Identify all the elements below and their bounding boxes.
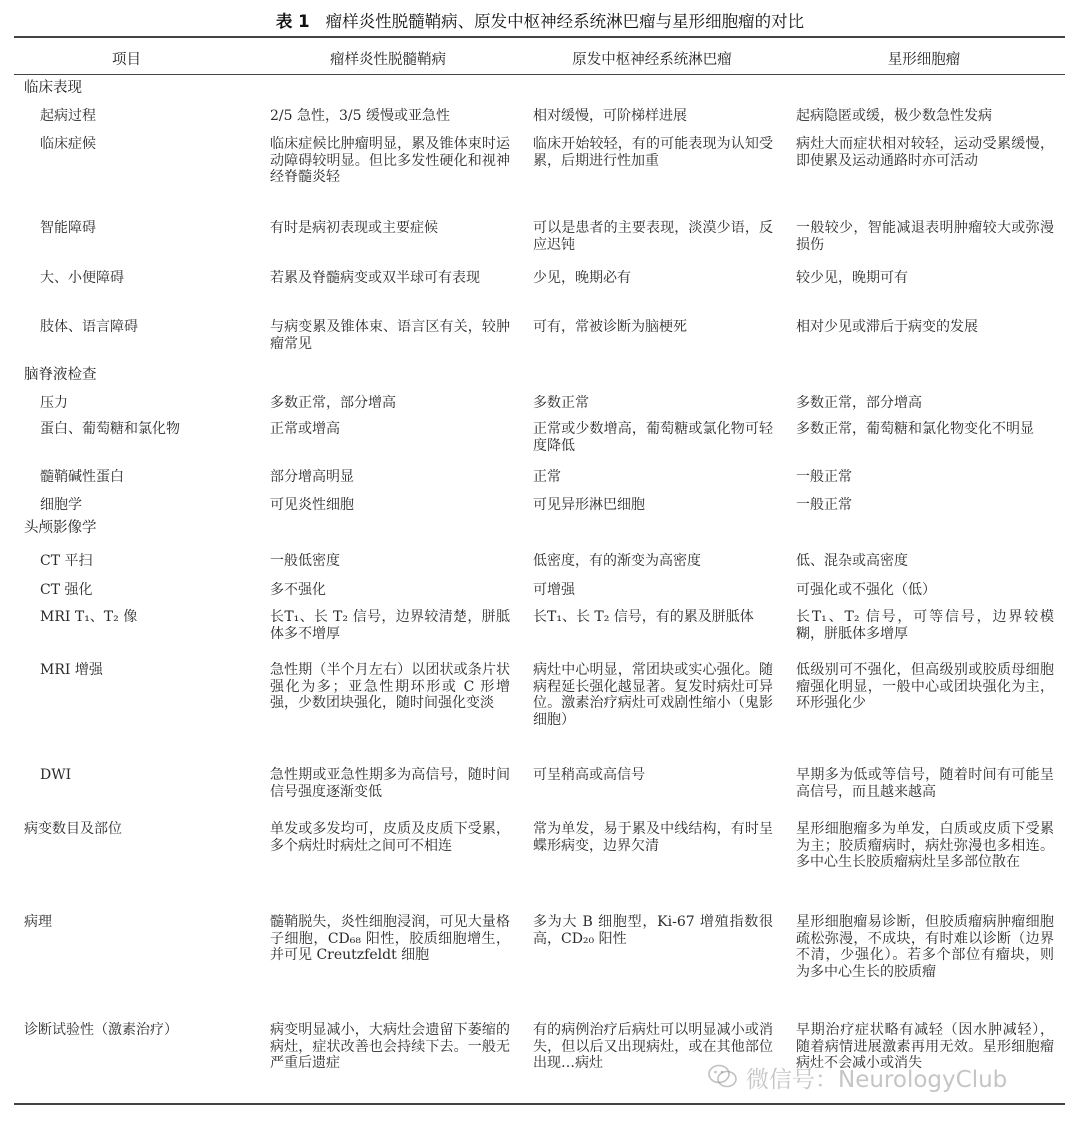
table-cell: 单发或多发均可，皮质及皮质下受累，多个病灶时病灶之间可不相连 bbox=[270, 821, 510, 854]
table-cell: 可增强 bbox=[533, 582, 575, 598]
table-cell: 可呈稍高或高信号 bbox=[533, 767, 645, 783]
table-cell: 正常或增高 bbox=[270, 421, 340, 437]
table-cell: 一般较少，智能减退表明肿瘤较大或弥漫损伤 bbox=[796, 220, 1054, 253]
table-cell: 长T₁、长 T₂ 信号，边界较清楚，胼胝体多不增厚 bbox=[270, 609, 510, 642]
table-cell: 低、混杂或高密度 bbox=[796, 553, 908, 569]
row-item-label: DWI bbox=[40, 767, 72, 783]
row-item-label: MRI T₁、T₂ 像 bbox=[40, 609, 138, 625]
table-title bbox=[0, 8, 1080, 32]
table-cell: 相对缓慢，可阶梯样进展 bbox=[533, 108, 687, 124]
table-cell: 可有，常被诊断为脑梗死 bbox=[533, 319, 687, 335]
table-cell: 髓鞘脱失，炎性细胞浸润，可见大量格子细胞，CD₆₈ 阳性，胶质细胞增生，并可见 Creutzfeldt 细胞 bbox=[270, 914, 510, 963]
table-cell: 长T₁、T₂ 信号，可等信号，边界较模糊，胼胝体多增厚 bbox=[796, 609, 1054, 642]
table-cell: 常为单发，易于累及中线结构，有时呈蝶形病变，边界欠清 bbox=[533, 821, 773, 854]
table-cell: 起病隐匿或缓，极少数急性发病 bbox=[796, 108, 992, 124]
table-cell: 若累及脊髓病变或双半球可有表现 bbox=[270, 270, 480, 286]
table-cell: 多数正常，葡萄糖和氯化物变化不明显 bbox=[796, 421, 1034, 437]
table-cell: 急性期或亚急性期多为高信号，随时间信号强度逐渐变低 bbox=[270, 767, 510, 800]
table-cell: 正常 bbox=[533, 469, 561, 485]
table-cell: 有时是病初表现或主要症候 bbox=[270, 220, 438, 236]
row-item-label: 起病过程 bbox=[40, 108, 96, 124]
row-item-label: 智能障碍 bbox=[40, 220, 96, 236]
table-cell: 低级别可不强化，但高级别或胶质母细胞瘤强化明显，一般中心或团块强化为主，环形强化少 bbox=[796, 662, 1054, 711]
row-item-label: MRI 增强 bbox=[40, 662, 103, 678]
table-title-text: 瘤样炎性脱髓鞘病、原发中枢神经系统淋巴瘤与星形细胞瘤的对比 bbox=[325, 12, 805, 31]
table-cell: 少见，晚期必有 bbox=[533, 270, 631, 286]
watermark-text: 微信号：NeurologyClub bbox=[746, 1066, 1008, 1093]
section-label: 临床表现 bbox=[24, 80, 82, 96]
row-item-label: CT 平扫 bbox=[40, 553, 93, 569]
row-item-label: 髓鞘碱性蛋白 bbox=[40, 469, 124, 485]
row-item-label: 肢体、语言障碍 bbox=[40, 319, 138, 335]
table-cell: 可见炎性细胞 bbox=[270, 497, 354, 513]
table-cell: 病灶大而症状相对较轻，运动受累缓慢，即使累及运动通路时亦可活动 bbox=[796, 136, 1054, 169]
table-cell: 长T₁、长 T₂ 信号，有的累及胼胝体 bbox=[533, 609, 754, 625]
header-col3: 星形细胞瘤 bbox=[887, 52, 961, 68]
table-cell: 急性期（半个月左右）以团状或条片状强化为多；亚急性期环形或 C 形增强，少数团块强化，随时间强化变淡 bbox=[270, 662, 510, 711]
section-label: 头颅影像学 bbox=[24, 520, 97, 536]
row-item-label: 病变数目及部位 bbox=[24, 821, 122, 837]
row-item-label: 临床症候 bbox=[40, 136, 96, 152]
table-cell: 多数正常，部分增高 bbox=[270, 395, 396, 411]
table-number: 表 1 bbox=[275, 12, 310, 31]
bottom-rule bbox=[14, 1103, 1065, 1105]
header-rule bbox=[14, 74, 1065, 75]
table-cell: 相对少见或滞后于病变的发展 bbox=[796, 319, 978, 335]
table-cell: 正常或少数增高，葡萄糖或氯化物可轻度降低 bbox=[533, 421, 773, 454]
table-cell: 可强化或不强化（低） bbox=[796, 582, 936, 598]
row-item-label: 诊断试验性（激素治疗） bbox=[24, 1022, 178, 1038]
row-item-label: 蛋白、葡萄糖和氯化物 bbox=[40, 421, 180, 437]
table-cell: 多不强化 bbox=[270, 582, 326, 598]
table-cell: 星形细胞瘤易诊断，但胶质瘤病肿瘤细胞疏松弥漫，不成块，有时难以诊断（边界不清，少强化）。若多个部位有瘤块，则为多中心生长的胶质瘤 bbox=[796, 914, 1054, 980]
header-item: 项目 bbox=[112, 52, 141, 68]
wechat-icon bbox=[708, 1064, 738, 1090]
table-cell: 早期多为低或等信号，随着时间有可能呈高信号，而且越来越高 bbox=[796, 767, 1054, 800]
table-cell: 一般正常 bbox=[796, 497, 852, 513]
top-rule bbox=[14, 36, 1065, 38]
table-cell: 早期治疗症状略有减轻（因水肿减轻），随着病情进展激素再用无效。星形细胞瘤病灶不会减小或消失 bbox=[796, 1022, 1054, 1071]
table-cell: 低密度，有的渐变为高密度 bbox=[533, 553, 701, 569]
table-cell: 多数正常，部分增高 bbox=[796, 395, 922, 411]
row-item-label: 大、小便障碍 bbox=[40, 270, 124, 286]
table-cell: 星形细胞瘤多为单发，白质或皮质下受累为主；胶质瘤病时，病灶弥漫也多相连。多中心生长胶质瘤病灶呈多部位散在 bbox=[796, 821, 1054, 870]
row-item-label: 细胞学 bbox=[40, 497, 82, 513]
table-cell: 多数正常 bbox=[533, 395, 589, 411]
table-cell: 多为大 B 细胞型，Ki-67 增殖指数很高，CD₂₀ 阳性 bbox=[533, 914, 773, 947]
header-col2: 原发中枢神经系统淋巴瘤 bbox=[572, 52, 732, 68]
table-cell: 部分增高明显 bbox=[270, 469, 354, 485]
table-cell: 病变明显减小，大病灶会遗留下萎缩的病灶，症状改善也会持续下去。一般无严重后遗症 bbox=[270, 1022, 510, 1071]
table-cell: 较少见，晚期可有 bbox=[796, 270, 908, 286]
table-cell: 病灶中心明显，常团块或实心强化。随病程延长强化越显著。复发时病灶可异位。激素治疗病灶可戏剧性缩小（鬼影细胞） bbox=[533, 662, 773, 728]
row-item-label: 压力 bbox=[40, 395, 68, 411]
row-item-label: CT 强化 bbox=[40, 582, 93, 598]
header-col1: 瘤样炎性脱髓鞘病 bbox=[330, 52, 446, 68]
table-cell: 2/5 急性，3/5 缓慢或亚急性 bbox=[270, 108, 450, 124]
table-cell: 有的病例治疗后病灶可以明显减小或消失，但以后又出现病灶，或在其他部位出现…病灶 bbox=[533, 1022, 773, 1071]
table-cell: 可以是患者的主要表现，淡漠少语，反应迟钝 bbox=[533, 220, 773, 253]
table-cell: 与病变累及锥体束、语言区有关，较肿瘤常见 bbox=[270, 319, 510, 352]
table-cell: 一般低密度 bbox=[270, 553, 340, 569]
table-cell: 可见异形淋巴细胞 bbox=[533, 497, 645, 513]
table-cell: 临床症候比肿瘤明显，累及锥体束时运动障碍较明显。但比多发性硬化和视神经脊髓炎轻 bbox=[270, 136, 510, 185]
row-item-label: 病理 bbox=[24, 914, 52, 930]
section-label: 脑脊液检查 bbox=[24, 367, 97, 383]
table-cell: 一般正常 bbox=[796, 469, 852, 485]
table-cell: 临床开始较轻，有的可能表现为认知受累，后期进行性加重 bbox=[533, 136, 773, 169]
watermark bbox=[708, 1058, 1053, 1096]
